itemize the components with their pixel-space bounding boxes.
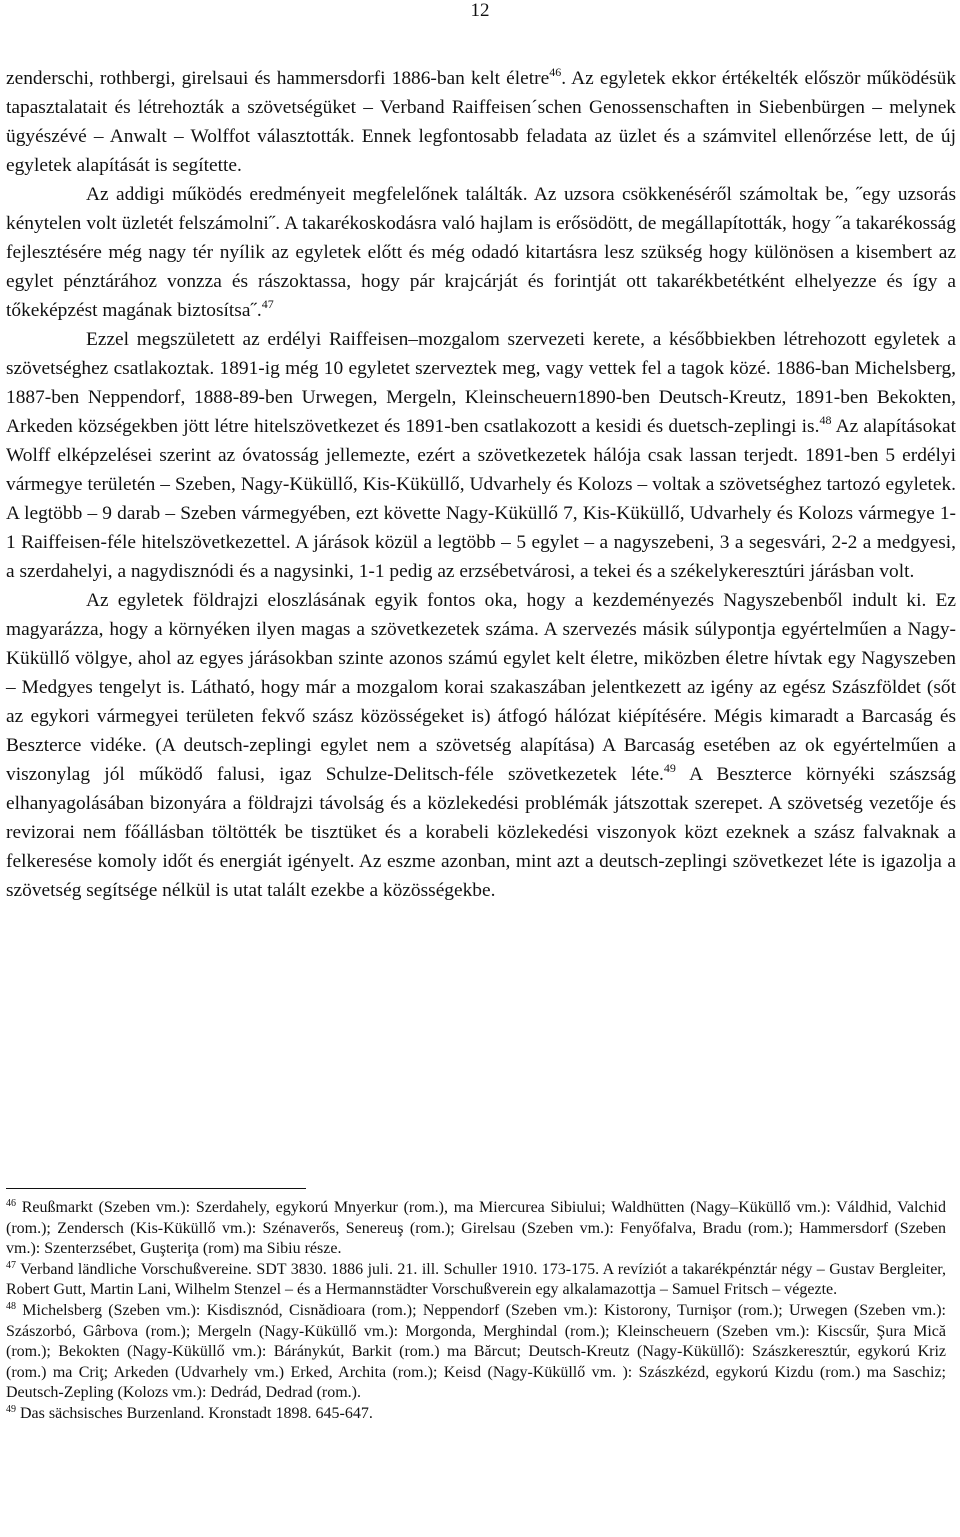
footnote-number: 48: [6, 1300, 16, 1312]
paragraph-text: Az egyletek földrajzi eloszlásának egyik fontos oka, hogy a kezdeményezés Nagyszebenből indult ki. Ez magyarázza, hogy a környéken ilyen magas a szövetkezetek száma. A szervezés másik súlypontja egyértelműen a Nagy-Küküllő völgye, ahol az egyes járásokban szinte azonos számú egylet kelt életre, miközben életre hívtak egy Nagyszeben – Medgyes tengelyt is. Látható, hogy már a mozgalom korai szakaszában jelentkezett az igény az egész Szászföldet (sőt az egykori vármegyei területen fekvő szász közösségeket is) átfogó hálózat kiépítésére. Mégis kimaradt a Barcaság és Beszterce vidéke. (A deutsch-zeplingi egylet nem a szövetség alapítása) A Barcaság esetében az ok egyértelműen a viszonylag jól működő falusi, igaz Schulze-Delitsch-féle szövetkezetek léte.: [6, 590, 956, 785]
paragraph-text: Az addigi működés eredményeit megfelelőnek találták. Az uzsora csökkenéséről számoltak be, ˝egy uzsorás kénytelen volt üzletét felszámolni˝. A takarékoskodásra való hajlam is erősödött, de megállapították, hogy ˝a takarékosság fejlesztésére még nagy tér nyílik az egyletek előtt és még odadó kitartásra lesz szükség hogy különösen a kisembert az egylet pénztárához vonzza és rászoktassa, hogy pár krajcárját és forintját ott takarékbetétként elhelyezze és így a tőkeképzést magának biztosítsa˝.: [6, 184, 956, 321]
footnotes: [6, 1198, 946, 1425]
footnote-text: Verband ländliche Vorschußvereine. SDT 3830. 1886 juli. 21. ill. Schuller 1910. 173-175. A revíziót a takarékpénztár négy – Gustav Bergleiter, Robert Gutt, Martin Lani, Wilhelm Stenzel – és a Hermannstädter Vorschußverein egy alkalamazottja – Samuel Fritsch – végezte.: [6, 1260, 946, 1299]
page-number: 12: [470, 0, 490, 21]
footnote: [6, 1301, 946, 1404]
footnote-reference: 49: [663, 761, 676, 775]
paragraph: [6, 180, 956, 325]
footnote: [6, 1260, 946, 1301]
footnote-reference: 47: [261, 297, 274, 311]
footnote-separator: [6, 1188, 306, 1189]
paragraph: [6, 64, 956, 180]
footnote-number: 46: [6, 1198, 16, 1209]
footnote-text: Reußmarkt (Szeben vm.): Szerdahely, egykorú Mnyerkur (rom.), ma Miercurea Sibiului; Waldhütten (Nagy–Küküllő vm.): Váldhid, Valchid (rom.); Zendersch (Kis-Küküllő vm.): Szénaverős, Senereuş (rom.); Girelsau (Szeben vm.): Fenyőfalva, Bradu (rom.); Hammersdorf (Szeben vm.): Szenterzsébet, Guşteriţa (rom) ma Sibiu része.: [6, 1199, 946, 1258]
footnote-text: Das sächsisches Burzenland. Kronstadt 1898. 645-647.: [16, 1404, 373, 1422]
paragraph: [6, 586, 956, 905]
footnote: [6, 1198, 946, 1260]
paragraph-text: zenderschi, rothbergi, girelsaui és hammersdorfi 1886-ban kelt életre: [6, 68, 550, 89]
body-text: [6, 64, 956, 905]
footnote-number: 49: [6, 1403, 16, 1415]
paragraph-text: Ezzel megszületett az erdélyi Raiffeisen–mozgalom szervezeti kerete, a későbbiekben létrehozott egyletek a szövetséghez csatlakoztak. 1891-ig még 10 egyletet szerveztek meg, vagy vettek fel a tagok közé. 1886-ban Michelsberg, 1887-ben Neppendorf, 1888-89-ben Urwegen, Mergeln, Kleinscheuern1890-ben Deutsch-Kreutz, 1891-ben Bekokten, Arkeden községekben jött létre hitelszövetkezet és 1891-ben csatlakozott a kesidi és duetsch-zeplingi is.: [6, 329, 956, 437]
footnote-number: 47: [6, 1259, 16, 1271]
paragraph-text: A Beszterce környéki szászság elhanyagolásában bizonyára a földrajzi távolság és a közlekedési problémák játszottak szerepet. A szövetség vezetője és revizorai nem főállásban töltötték be tisztüket és a korabeli közlekedési viszonyok közt ezeknek a szász falvaknak a felkeresése komoly időt és energiát igényelt. Az eszme azonban, mint azt a deutsch-zeplingi szövetkezet léte is igazolja a szövetség segítsége nélkül is utat talált ezekbe a közösségekbe.: [6, 764, 957, 901]
footnote-reference: 48: [819, 413, 832, 427]
paragraph-text: . Az egyletek ekkor értékelték először működésük tapasztalatait és létrehozták a szövetségüket – Verband Raiffeisen´schen Genossenschaften in Siebenbürgen – melynek ügyészévé – Anwalt – Wolffot választották. Ennek legfontosabb feladata az üzlet és a számvitel ellenőrzése lett, de új egyletek alapítását is segítette.: [6, 68, 957, 176]
footnote: [6, 1404, 946, 1425]
footnote-text: Michelsberg (Szeben vm.): Kisdisznód, Cisnădioara (rom.); Neppendorf (Szeben vm.): Kistorony, Turnişor (rom.); Urwegen (Szeben vm.): Szászorbó, Gârbova (rom.); Mergeln (Nagy-Küküllő vm.): Morgonda, Merghindal (rom.); Kleinscheuern (Szeben vm.): Kiscsűr, Şura Mică (rom.); Bekokten (Nagy-Küküllő vm.): Báránykút, Barkit (rom.) ma Bărcut; Deutsch-Kreutz (Nagy-Küküllő): Szászkeresztúr, egykorú Kriz (rom.) ma Criţ; Arkeden (Udvarhely vm.) Erked, Archita (rom.); Keisd (Nagy-Küküllő vm. ): Szászkézd, egykorú Kizdu (rom.) ma Saschiz; Deutsch-Zepling (Kolozs vm.): Dedrád, Dedrad (rom.).: [6, 1301, 946, 1402]
paragraph-text: Az alapításokat Wolff elképzelései szerint az óvatosság jellemezte, ezért a szövetkezetek hálója csak lassan terjedt. 1891-ben 5 erdélyi vármegye területén – Szeben, Nagy-Küküllő, Kis-Küküllő, Udvarhely és Kolozs – voltak a szövetséghez tartozó egyletek. A legtöbb – 9 darab – Szeben vármegyében, ezt követte Nagy-Küküllő 7, Kis-Küküllő, Udvarhely és Kolozs vármegye 1-1 Raiffeisen-féle hitelszövetkezettel. A járások közül a legtöbb – 5 egylet – a nagyszebeni, 3 a segesvári, 2-2 a medgyesi, a szerdahelyi, a nagydisznódi és a nagysinki, 1-1 pedig az erzsébetvárosi, a tekei és a székelykeresztúri járásban volt.: [6, 416, 956, 582]
paragraph: [6, 325, 956, 586]
footnote-reference: 46: [549, 65, 562, 79]
